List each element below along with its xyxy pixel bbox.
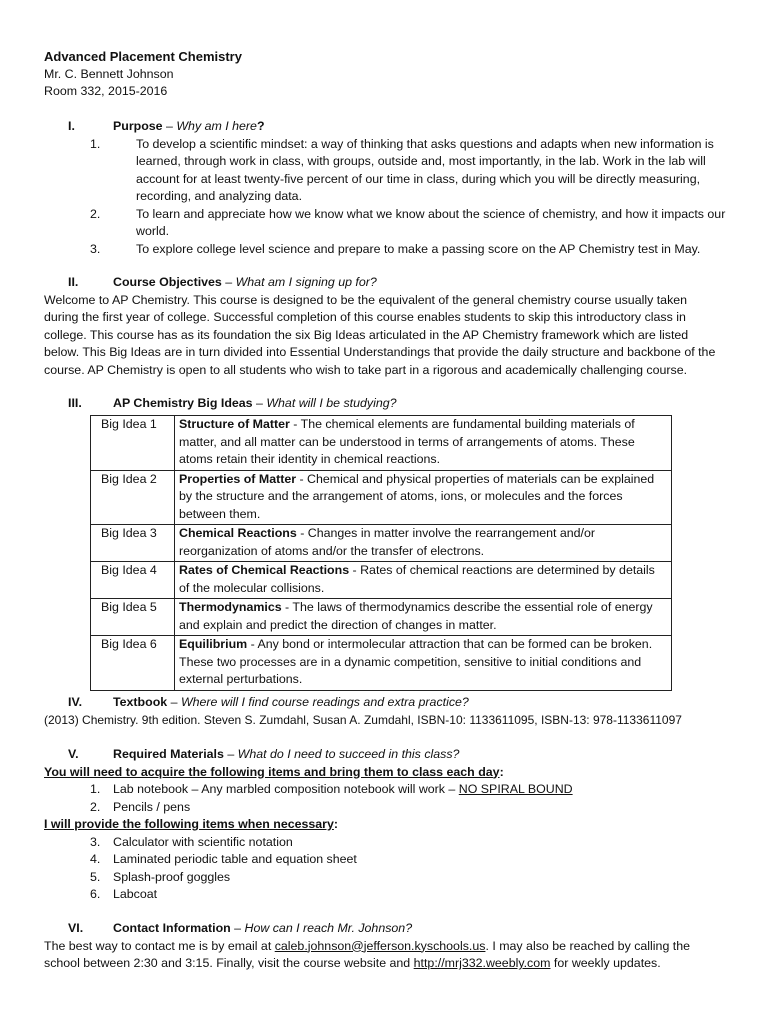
section-numeral: II.: [68, 275, 79, 289]
big-ideas-table: [90, 415, 672, 691]
section-subtitle: What will I be studying?: [266, 396, 397, 410]
materials-heading: [0, 746, 768, 764]
table-row: [91, 470, 672, 525]
big-idea-description: [175, 562, 672, 599]
section-subtitle: What am I signing up for?: [235, 275, 377, 289]
item-text: To learn and appreciate how we know what we know about the science of chemistry, and how it impacts our world.: [136, 206, 726, 238]
contact-heading: [0, 920, 768, 938]
section-title: Contact Information: [113, 921, 231, 935]
textbook-heading: [0, 694, 768, 712]
big-idea-name: Equilibrium: [179, 637, 248, 651]
contact-text: The best way to contact me is by email at: [44, 938, 275, 953]
purpose-heading: [0, 118, 768, 136]
list-item: [0, 241, 768, 259]
big-idea-name: Rates of Chemical Reactions: [179, 563, 350, 577]
section-numeral: III.: [68, 396, 82, 410]
list-item: [0, 781, 768, 799]
section-title: Required Materials: [113, 747, 224, 761]
table-row: [91, 562, 672, 599]
item-text: Pencils / pens: [113, 799, 191, 814]
objectives-section: [0, 274, 768, 379]
section-subtitle: Why am I here: [176, 119, 257, 133]
question-mark: ?: [256, 119, 265, 133]
big-idea-description: [175, 525, 672, 562]
big-idea-label: Big Idea 2: [91, 470, 175, 525]
big-idea-name: Chemical Reactions: [179, 526, 297, 540]
section-title: AP Chemistry Big Ideas: [113, 396, 253, 410]
purpose-list: [0, 136, 768, 259]
item-text: To explore college level science and prepare to make a passing score on the AP Chemistry test in May.: [136, 241, 701, 256]
big-idea-label: Big Idea 1: [91, 416, 175, 471]
section-title: Textbook: [113, 695, 168, 709]
list-item: [0, 834, 768, 852]
big-idea-description: [175, 470, 672, 525]
item-number: 1.: [90, 782, 101, 796]
room-year: Room 332, 2015-2016: [44, 84, 168, 98]
purpose-section: [0, 118, 768, 258]
table-row: [91, 416, 672, 471]
item-text: Labcoat: [113, 887, 158, 901]
dash: –: [162, 119, 177, 133]
item-number: 2.: [90, 206, 101, 221]
objectives-paragraph: Welcome to AP Chemistry. This course is designed to be the equivalent of the general chemistry course usually taken during the first year of college. Successful completion of this course enables students to skip this introductory class in college. This course has as its foundation the six Big Ideas articulated in the AP Chemistry framework which are listed below. This Big Ideas are in turn divided into Essential Understandings that provide the daily structure and backbone of the course. AP Chemistry is open to all students who wish to take part in a rigorous and academically challenging course.: [44, 292, 716, 377]
table-row: [91, 636, 672, 691]
colon: :: [499, 764, 504, 779]
big-idea-description: [175, 599, 672, 636]
section-title: Purpose: [113, 119, 163, 133]
item-number: 1.: [90, 136, 101, 151]
list-item: [0, 206, 768, 241]
item-number: 5.: [90, 869, 101, 884]
big-ideas-heading: [0, 395, 768, 413]
list-item: [0, 886, 768, 904]
dash: –: [167, 695, 181, 709]
item-text: Splash-proof goggles: [113, 869, 231, 884]
big-idea-label: Big Idea 3: [91, 525, 175, 562]
email-link[interactable]: caleb.johnson@jefferson.kyschools.us: [274, 938, 486, 953]
big-idea-text: - Any bond or intermolecular attraction that can be formed can be broken. These two processes are in a dynamic competition, sensitive to initial conditions and external perturbations.: [179, 637, 653, 686]
big-idea-text: - The laws of thermodynamics describe the essential role of energy and explain and predict the direction of changes in matter.: [179, 600, 653, 632]
big-idea-text: - Changes in matter involve the rearrangement and/or reorganization of atoms and/or the transfer of electrons.: [179, 526, 595, 558]
item-text: Calculator with scientific notation: [113, 834, 293, 849]
item-number: 3.: [90, 834, 101, 849]
teacher-name: Mr. C. Bennett Johnson: [44, 66, 174, 81]
dash: –: [252, 396, 267, 410]
big-idea-description: [175, 636, 672, 691]
big-idea-name: Properties of Matter: [179, 471, 297, 486]
item-text: Laminated periodic table and equation sheet: [113, 852, 357, 866]
website-link[interactable]: http://mrj332.weebly.com: [413, 956, 551, 970]
teacher-intro-text: I will provide the following items when necessary: [44, 817, 334, 831]
big-idea-label: Big Idea 6: [91, 636, 175, 691]
section-title: Course Objectives: [113, 275, 222, 289]
textbook-citation: (2013) Chemistry. 9th edition. Steven S. Zumdahl, Susan A. Zumdahl, ISBN-10: 1133611095, ISBN-13: 978-1133611097: [44, 712, 682, 727]
student-items-intro: [44, 764, 722, 782]
item-text: To develop a scientific mindset: a way of thinking that asks questions and adapts when new information is learned, through work in class, with groups, outside and, most importantly, in the lab. Work in the lab will account for at least twenty-five percent of our time in class, during which you will be directly measuring, recording, and analyzing data.: [136, 136, 714, 203]
big-idea-label: Big Idea 5: [91, 599, 175, 636]
list-item: [0, 136, 768, 206]
no-spiral-emphasis: NO SPIRAL BOUND: [458, 782, 573, 796]
big-ideas-section: [0, 395, 768, 686]
dash: –: [230, 921, 245, 935]
big-idea-description: [175, 416, 672, 471]
contact-text: for weekly updates.: [550, 956, 661, 970]
section-subtitle: Where will I find course readings and extra practice?: [180, 695, 469, 709]
materials-section: [0, 746, 768, 904]
course-title: Advanced Placement Chemistry: [44, 49, 242, 64]
item-number: 6.: [90, 887, 101, 901]
contact-paragraph: [44, 938, 714, 973]
item-number: 3.: [90, 241, 101, 256]
big-idea-text: - Chemical and physical properties of materials can be explained by the structure and the arrangement of atoms, ions, or molecules and the forces between them.: [179, 471, 655, 521]
dash: –: [223, 747, 238, 761]
document-header: [44, 48, 242, 101]
item-text: Lab notebook – Any marbled composition notebook will work –: [113, 782, 459, 796]
table-row: [91, 599, 672, 636]
big-idea-text: - The chemical elements are fundamental building materials of matter, and all matter can be understood in terms of arrangements of atoms. These atoms retain their identity in chemical reactions.: [179, 417, 635, 466]
dash: –: [221, 275, 236, 289]
objectives-heading: [0, 274, 768, 292]
big-idea-name: Structure of Matter: [179, 417, 290, 431]
item-number: 4.: [90, 852, 101, 866]
student-intro-text: You will need to acquire the following items and bring them to class each day: [44, 764, 500, 779]
list-item: [0, 869, 768, 887]
textbook-section: [0, 694, 768, 729]
big-idea-label: Big Idea 4: [91, 562, 175, 599]
teacher-items-intro: [44, 816, 722, 834]
contact-text: . I may also be reached by calling the school between 2:30 and 3:15. Finally, visit the course website and: [44, 938, 690, 970]
list-item: [0, 851, 768, 869]
section-subtitle: What do I need to succeed in this class?: [237, 747, 460, 761]
section-numeral: V.: [68, 747, 79, 761]
table-row: [91, 525, 672, 562]
section-numeral: I.: [68, 119, 75, 133]
item-number: 2.: [90, 799, 101, 814]
colon: :: [333, 817, 339, 831]
section-numeral: IV.: [68, 695, 83, 709]
contact-section: [0, 920, 768, 973]
list-item: [0, 799, 768, 817]
section-subtitle: How can I reach Mr. Johnson?: [244, 921, 413, 935]
big-idea-name: Thermodynamics: [179, 600, 282, 614]
section-numeral: VI.: [68, 921, 84, 935]
big-idea-text: - Rates of chemical reactions are determined by details of the molecular collisions.: [179, 563, 655, 595]
